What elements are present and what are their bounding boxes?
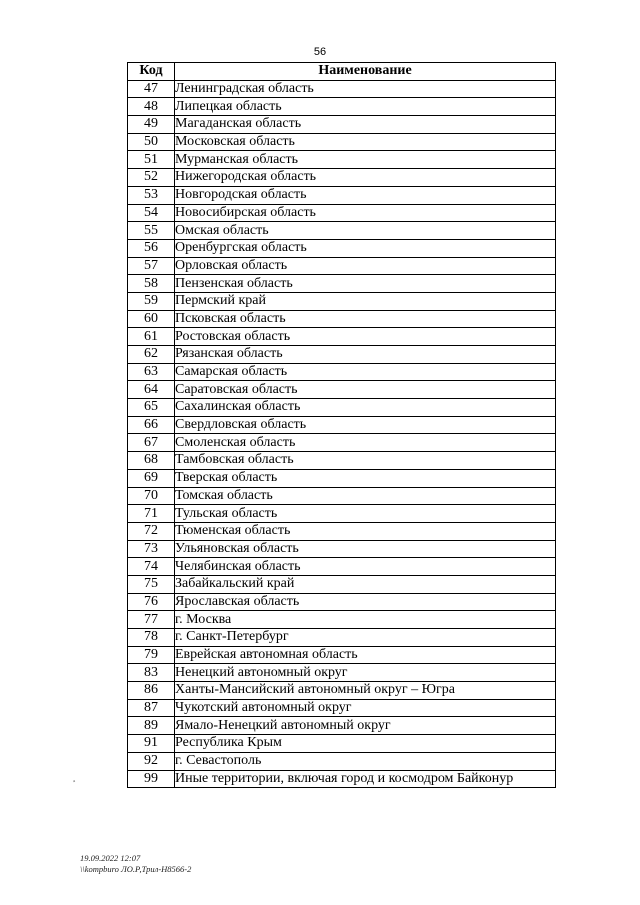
table-row bbox=[128, 133, 556, 151]
table-row bbox=[128, 575, 556, 593]
region-name-cell: Омская область bbox=[175, 222, 556, 240]
table-row bbox=[128, 204, 556, 222]
region-code-cell: 99 bbox=[128, 770, 175, 788]
table-row bbox=[128, 735, 556, 753]
region-code-cell: 48 bbox=[128, 98, 175, 116]
margin-mark: ٴ bbox=[73, 780, 76, 790]
footer-timestamp: 19.09.2022 12:07 bbox=[80, 853, 141, 863]
region-name-cell: Новосибирская область bbox=[175, 204, 556, 222]
region-name-cell: Свердловская область bbox=[175, 416, 556, 434]
region-name-cell: Псковская область bbox=[175, 310, 556, 328]
page-number: 56 bbox=[313, 46, 327, 58]
region-code-cell: 47 bbox=[128, 80, 175, 98]
region-name-cell: Ханты-Мансийский автономный округ – Югра bbox=[175, 682, 556, 700]
region-code-cell: 57 bbox=[128, 257, 175, 275]
region-code-cell: 51 bbox=[128, 151, 175, 169]
region-code-cell: 83 bbox=[128, 664, 175, 682]
region-name-cell: Чукотский автономный округ bbox=[175, 699, 556, 717]
region-name-cell: Еврейская автономная область bbox=[175, 646, 556, 664]
region-code-cell: 58 bbox=[128, 275, 175, 293]
region-code-cell: 92 bbox=[128, 752, 175, 770]
table-row bbox=[128, 239, 556, 257]
table-row bbox=[128, 169, 556, 187]
region-code-cell: 87 bbox=[128, 699, 175, 717]
table-row bbox=[128, 434, 556, 452]
region-name-cell: Пензенская область bbox=[175, 275, 556, 293]
region-code-cell: 55 bbox=[128, 222, 175, 240]
region-name-cell: Московская область bbox=[175, 133, 556, 151]
table-row bbox=[128, 540, 556, 558]
region-code-cell: 60 bbox=[128, 310, 175, 328]
region-name-cell: г. Севастополь bbox=[175, 752, 556, 770]
region-code-cell: 65 bbox=[128, 399, 175, 417]
table-row bbox=[128, 682, 556, 700]
region-name-cell: Забайкальский край bbox=[175, 575, 556, 593]
region-name-cell: Ленинградская область bbox=[175, 80, 556, 98]
region-code-cell: 50 bbox=[128, 133, 175, 151]
region-code-cell: 73 bbox=[128, 540, 175, 558]
region-code-cell: 49 bbox=[128, 116, 175, 134]
region-code-cell: 54 bbox=[128, 204, 175, 222]
region-code-cell: 89 bbox=[128, 717, 175, 735]
region-name-cell: г. Москва bbox=[175, 611, 556, 629]
table-row bbox=[128, 80, 556, 98]
region-name-cell: Сахалинская область bbox=[175, 399, 556, 417]
region-code-cell: 77 bbox=[128, 611, 175, 629]
table-row bbox=[128, 151, 556, 169]
region-name-cell: Смоленская область bbox=[175, 434, 556, 452]
region-code-cell: 59 bbox=[128, 292, 175, 310]
region-code-cell: 70 bbox=[128, 487, 175, 505]
region-name-cell: Республика Крым bbox=[175, 735, 556, 753]
table-row bbox=[128, 469, 556, 487]
region-codes-table bbox=[127, 62, 556, 788]
region-name-cell: Пермский край bbox=[175, 292, 556, 310]
header-name: Наименование bbox=[175, 63, 556, 81]
region-code-cell: 63 bbox=[128, 363, 175, 381]
region-name-cell: Рязанская область bbox=[175, 346, 556, 364]
table-row bbox=[128, 558, 556, 576]
table-row bbox=[128, 452, 556, 470]
region-code-cell: 72 bbox=[128, 522, 175, 540]
region-code-cell: 75 bbox=[128, 575, 175, 593]
table-row bbox=[128, 699, 556, 717]
table-row bbox=[128, 310, 556, 328]
table-row bbox=[128, 487, 556, 505]
region-name-cell: Магаданская область bbox=[175, 116, 556, 134]
table-header-row bbox=[128, 63, 556, 81]
region-name-cell: Мурманская область bbox=[175, 151, 556, 169]
table-row bbox=[128, 275, 556, 293]
region-code-cell: 62 bbox=[128, 346, 175, 364]
region-code-cell: 69 bbox=[128, 469, 175, 487]
region-name-cell: Ненецкий автономный округ bbox=[175, 664, 556, 682]
table-row bbox=[128, 770, 556, 788]
region-name-cell: Ростовская область bbox=[175, 328, 556, 346]
table-row bbox=[128, 363, 556, 381]
region-name-cell: Иные территории, включая город и космодром Байконур bbox=[175, 770, 556, 788]
region-name-cell: Оренбургская область bbox=[175, 239, 556, 257]
table-row bbox=[128, 646, 556, 664]
region-code-cell: 53 bbox=[128, 186, 175, 204]
region-name-cell: Ярославская область bbox=[175, 593, 556, 611]
region-name-cell: Самарская область bbox=[175, 363, 556, 381]
region-name-cell: Саратовская область bbox=[175, 381, 556, 399]
region-name-cell: Челябинская область bbox=[175, 558, 556, 576]
region-code-cell: 61 bbox=[128, 328, 175, 346]
table-row bbox=[128, 416, 556, 434]
footer bbox=[80, 853, 191, 875]
table-row bbox=[128, 752, 556, 770]
table-row bbox=[128, 611, 556, 629]
table-row bbox=[128, 222, 556, 240]
table-row bbox=[128, 98, 556, 116]
table-row bbox=[128, 522, 556, 540]
table-row bbox=[128, 186, 556, 204]
region-code-cell: 78 bbox=[128, 629, 175, 647]
region-code-cell: 67 bbox=[128, 434, 175, 452]
footer-file-path: \\kompburo ЛО.Р,Трил-Н8566-2 bbox=[80, 864, 192, 874]
region-name-cell: Липецкая область bbox=[175, 98, 556, 116]
region-code-cell: 68 bbox=[128, 452, 175, 470]
table-row bbox=[128, 399, 556, 417]
region-code-cell: 52 bbox=[128, 169, 175, 187]
region-code-cell: 66 bbox=[128, 416, 175, 434]
region-code-cell: 79 bbox=[128, 646, 175, 664]
table-row bbox=[128, 629, 556, 647]
table-row bbox=[128, 346, 556, 364]
region-name-cell: г. Санкт-Петербург bbox=[175, 629, 556, 647]
region-code-cell: 76 bbox=[128, 593, 175, 611]
region-code-cell: 64 bbox=[128, 381, 175, 399]
region-code-cell: 91 bbox=[128, 735, 175, 753]
table-row bbox=[128, 381, 556, 399]
table-row bbox=[128, 593, 556, 611]
table-row bbox=[128, 292, 556, 310]
header-code: Код bbox=[128, 63, 175, 81]
region-code-cell: 56 bbox=[128, 239, 175, 257]
region-name-cell: Тамбовская область bbox=[175, 452, 556, 470]
region-name-cell: Ямало-Ненецкий автономный округ bbox=[175, 717, 556, 735]
region-name-cell: Тульская область bbox=[175, 505, 556, 523]
table-row bbox=[128, 116, 556, 134]
region-name-cell: Тюменская область bbox=[175, 522, 556, 540]
table-row bbox=[128, 505, 556, 523]
region-code-cell: 86 bbox=[128, 682, 175, 700]
region-name-cell: Орловская область bbox=[175, 257, 556, 275]
table-row bbox=[128, 257, 556, 275]
region-code-cell: 74 bbox=[128, 558, 175, 576]
region-name-cell: Новгородская область bbox=[175, 186, 556, 204]
table-row bbox=[128, 664, 556, 682]
table-row bbox=[128, 328, 556, 346]
region-name-cell: Нижегородская область bbox=[175, 169, 556, 187]
region-name-cell: Тверская область bbox=[175, 469, 556, 487]
region-name-cell: Томская область bbox=[175, 487, 556, 505]
table-body bbox=[128, 80, 556, 788]
region-code-cell: 71 bbox=[128, 505, 175, 523]
table-row bbox=[128, 717, 556, 735]
region-name-cell: Ульяновская область bbox=[175, 540, 556, 558]
